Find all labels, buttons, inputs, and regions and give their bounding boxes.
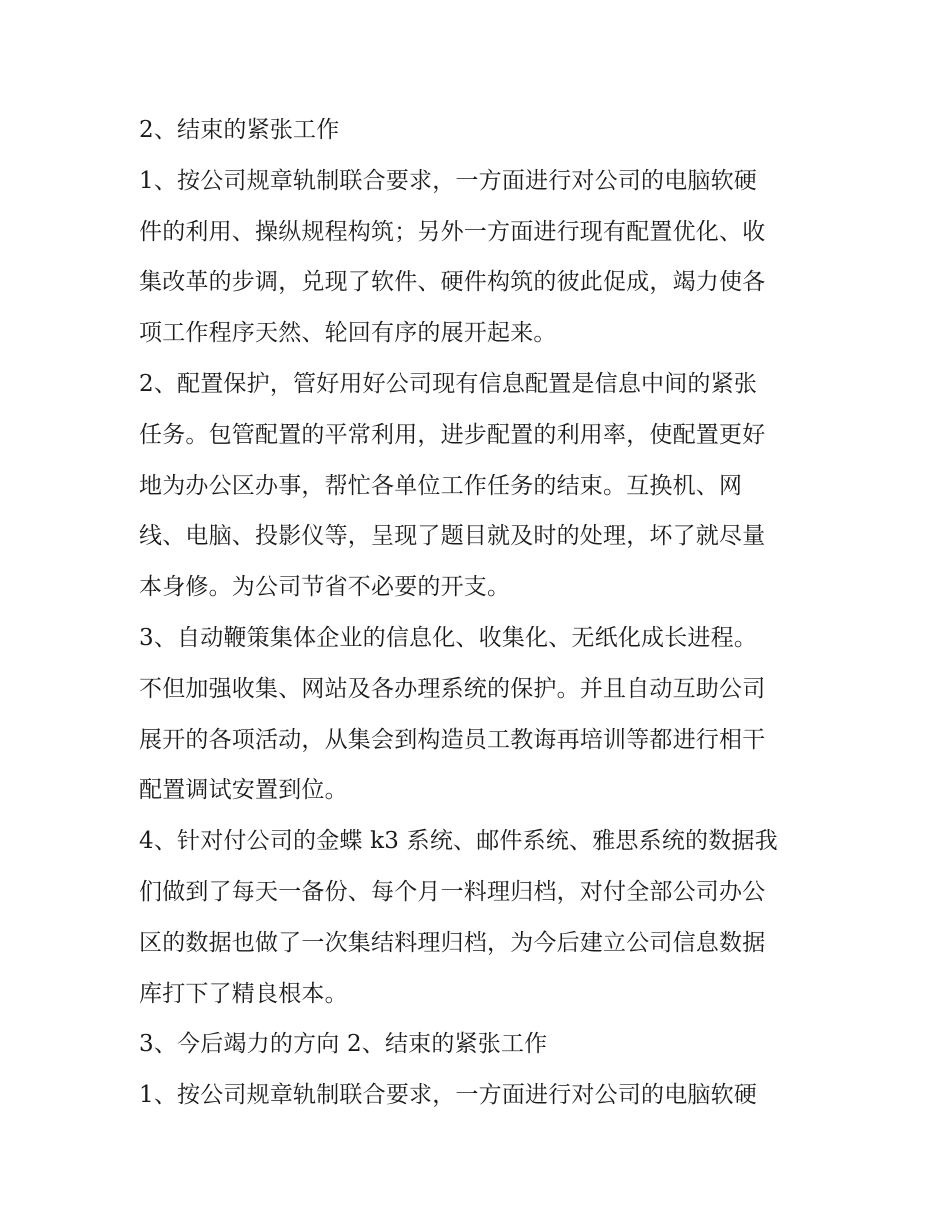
section-heading: 3、今后竭力的方向 2、结束的紧张工作 [139,1031,548,1058]
paragraph-line: 展开的各项活动，从集会到构造员工教诲再培训等都进行相干 [139,726,766,753]
paragraph-line: 2、配置保护，管好用好公司现有信息配置是信息中间的紧张 [139,370,758,397]
paragraph-line: 任务。包管配置的平常利用，进步配置的利用率，使配置更好 [139,421,766,448]
paragraph-line: 本身修。为公司节省不必要的开支。 [139,574,511,601]
paragraph-line: 配置调试安置到位。 [139,777,348,804]
paragraph-line: 们做到了每天一备份、每个月一料理归档，对付全部公司办公 [139,878,766,905]
paragraph-line: 不但加强收集、网站及各办理系统的保护。并且自动互助公司 [139,675,766,702]
paragraph-line: 4、针对付公司的金蝶 k3 系统、邮件系统、雅思系统的数据我 [139,828,778,855]
paragraph-line: 地为办公区办事，帮忙各单位工作任务的结束。互换机、网 [139,472,743,499]
paragraph-line: 项工作程序天然、轮回有序的展开起来。 [139,320,557,347]
paragraph-line: 集改革的步调，兑现了软件、硬件构筑的彼此促成，竭力使各 [139,269,766,296]
paragraph-line: 件的利用、操纵规程构筑；另外一方面进行现有配置优化、收 [139,218,766,245]
document-body [139,105,819,1121]
section-heading: 2、结束的紧张工作 [139,117,340,143]
paragraph-line: 区的数据也做了一次集结料理归档，为今后建立公司信息数据 [139,929,766,956]
paragraph-line: 1、按公司规章轨制联合要求，一方面进行对公司的电脑软硬 [139,1082,758,1109]
paragraph-line: 线、电脑、投影仪等，呈现了题目就及时的处理，坏了就尽量 [139,523,766,550]
paragraph-line: 3、自动鞭策集体企业的信息化、收集化、无纸化成长进程。 [139,624,758,651]
paragraph-line: 库打下了精良根本。 [139,980,348,1007]
paragraph-line: 1、按公司规章轨制联合要求，一方面进行对公司的电脑软硬 [139,167,758,194]
